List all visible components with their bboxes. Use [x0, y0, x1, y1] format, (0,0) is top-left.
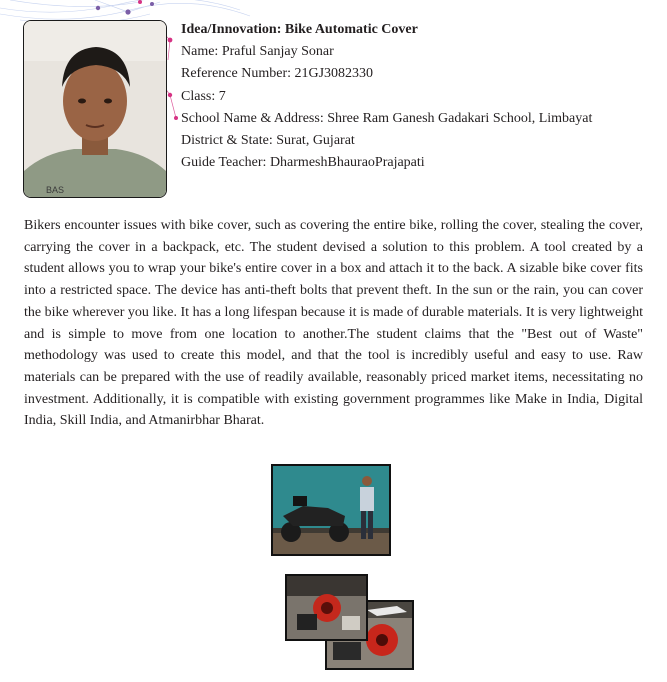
student-portrait-photo — [23, 20, 167, 198]
device-detail-photo-1 — [285, 574, 368, 641]
reference-number: Reference Number: 21GJ3082330 — [181, 66, 374, 82]
student-with-bike-photo — [271, 464, 391, 556]
school-name-address: School Name & Address: Shree Ram Ganesh Gadakari School, Limbayat — [181, 110, 593, 126]
idea-title: Idea/Innovation: Bike Automatic Cover — [181, 22, 418, 37]
student-class: Class: 7 — [181, 88, 226, 104]
innovation-description: Bikers encounter issues with bike cover, such as covering the entire bike, rolling the cover, stealing the cover, carrying the cover in a backpack, etc. The student devised a solution to this problem. A tool created by a student allows you to wrap your bike's entire cover in a box and attach it to the back. A sizable bike cover fits into a restricted space. The device has anti-theft bolts that prevent theft. In the sun or the rain, you can cover the bike wherever you like. It has a long lifespan because it is made of durable materials. It is very lightweight and is simple to move from one location to another.The student claims that the "Best out of Waste" methodology was used to create this model, and that the tool is incredibly useful and easy to use. Raw materials can be prepared with the use of readily available, reasonably priced market items, necessitating no investment. Additionally, it is compatible with existing government programmes like Make in India, Digital India, Skill India, and Atmanirbhar Bharat. — [24, 218, 643, 429]
guide-teacher: Guide Teacher: DharmeshBhauraoPrajapati — [181, 155, 425, 171]
student-info-block — [181, 19, 651, 174]
svg-text:BAS: BAS — [46, 185, 65, 195]
district-state: District & State: Surat, Gujarat — [181, 133, 355, 149]
student-name: Name: Praful Sanjay Sonar — [181, 44, 334, 60]
